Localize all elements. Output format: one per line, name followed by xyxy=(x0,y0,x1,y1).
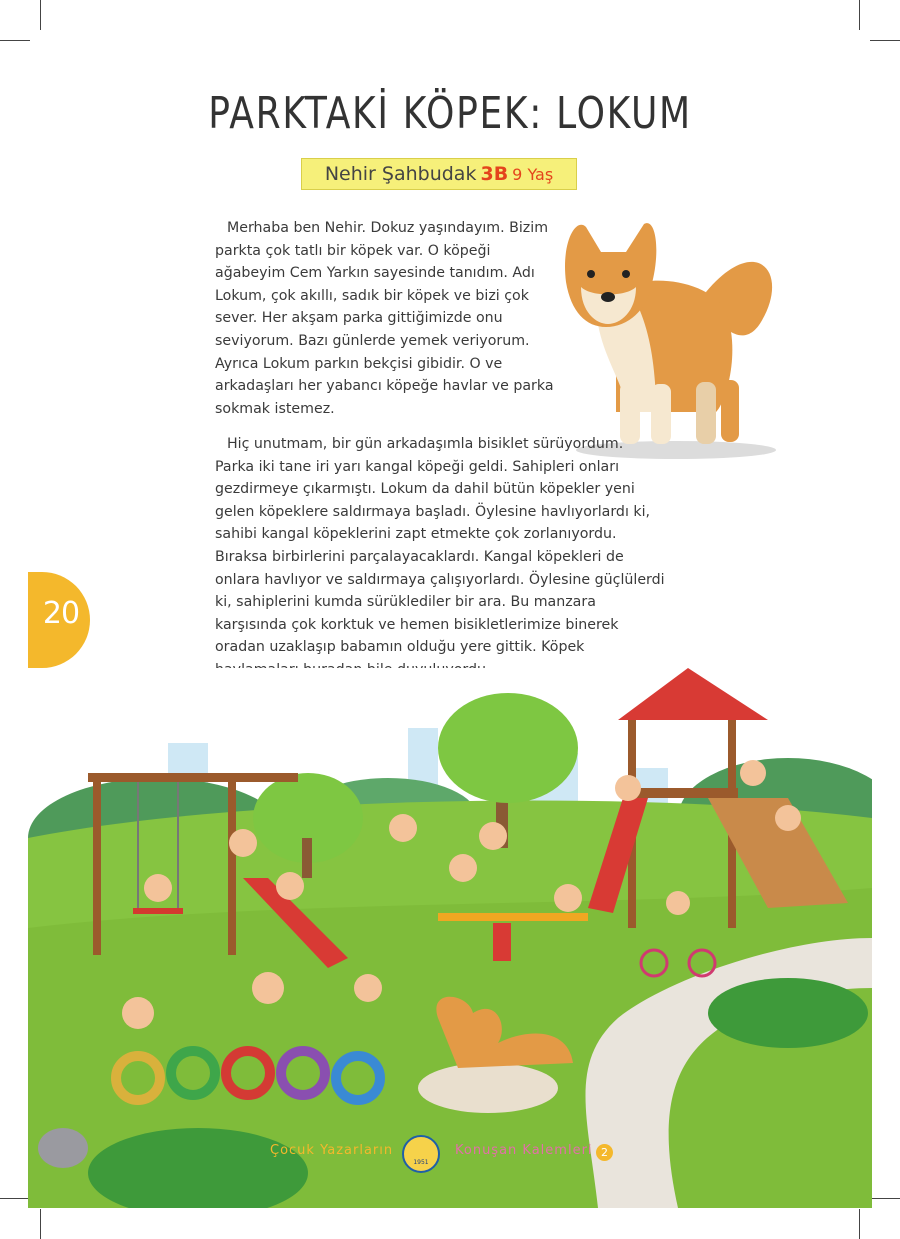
footer-volume-badge: 2 xyxy=(596,1144,613,1161)
author-class: 3B xyxy=(480,163,509,185)
author-name: Nehir Şahbudak xyxy=(324,163,477,185)
crop-mark xyxy=(859,0,860,30)
footer-left-text: Çocuk Yazarların xyxy=(270,1143,394,1158)
crop-mark xyxy=(870,1198,900,1199)
footer-right-text: Konuşan Kalemleri xyxy=(455,1143,593,1158)
paragraph-2: Hiç unutmam, bir gün arkadaşımla bisiklet sürüyordum. Parka iki tane iri yarı kangal köpeği geldi. Sahipleri onları gezdirmeye çıkarmıştı. Lokum da dahil bütün köpekler yeni gelen köpeklere saldırmaya başladı. Öylesine havlıyorlardı ki, sahibi kangal köpeklerini zapt etmekte çok zorlanıyordu. Bıraksa birbirlerini parçalayacaklardı. Kangal köpekleri de onlara havlıyor ve saldırmaya çalışıyorlardı. Öylesine güçlülerdi ki, sahiplerini kumda sürüklediler bir ara. Bu manzara karşısında çok korktuk ve hemen bisikletlerimize binerek oradan uzaklaşıp babamın olduğu yere gittik. Köpek xyxy=(215,436,665,656)
footer xyxy=(0,1135,900,1175)
crop-mark xyxy=(870,40,900,41)
crop-mark xyxy=(40,0,41,30)
crop-mark xyxy=(859,1209,860,1239)
author-badge xyxy=(301,158,577,190)
author-age: 9 Yaş xyxy=(512,165,554,184)
crop-mark xyxy=(0,40,30,41)
page-number: 20 xyxy=(42,596,80,631)
park-illustration xyxy=(28,668,872,1208)
logo-year: 1951 xyxy=(413,1159,429,1166)
school-logo xyxy=(402,1135,440,1173)
paragraph-1: Merhaba ben Nehir. Dokuz yaşındayım. Bizim parkta çok tatlı bir köpek var. O köpeği ağabeyim Cem Yarkın sayesinde tanıdım. Adı Lokum, çok akıllı, sadık bir köpek ve bizi çok sever. Her akşam parka gittiğimizde onu seviyorum. Bazı günlerde yemek veriyorum. Ayrıca Lokum parkın bekçisi gibidir. O ve arkadaşları her yabancı köpeğe havlar ve parka sokmak istemez. xyxy=(215,220,554,417)
crop-mark xyxy=(0,1198,30,1199)
crop-mark xyxy=(40,1209,41,1239)
page-title: PARKTAKİ KÖPEK: LOKUM xyxy=(208,88,692,139)
shiba-dog-illustration xyxy=(556,212,786,462)
